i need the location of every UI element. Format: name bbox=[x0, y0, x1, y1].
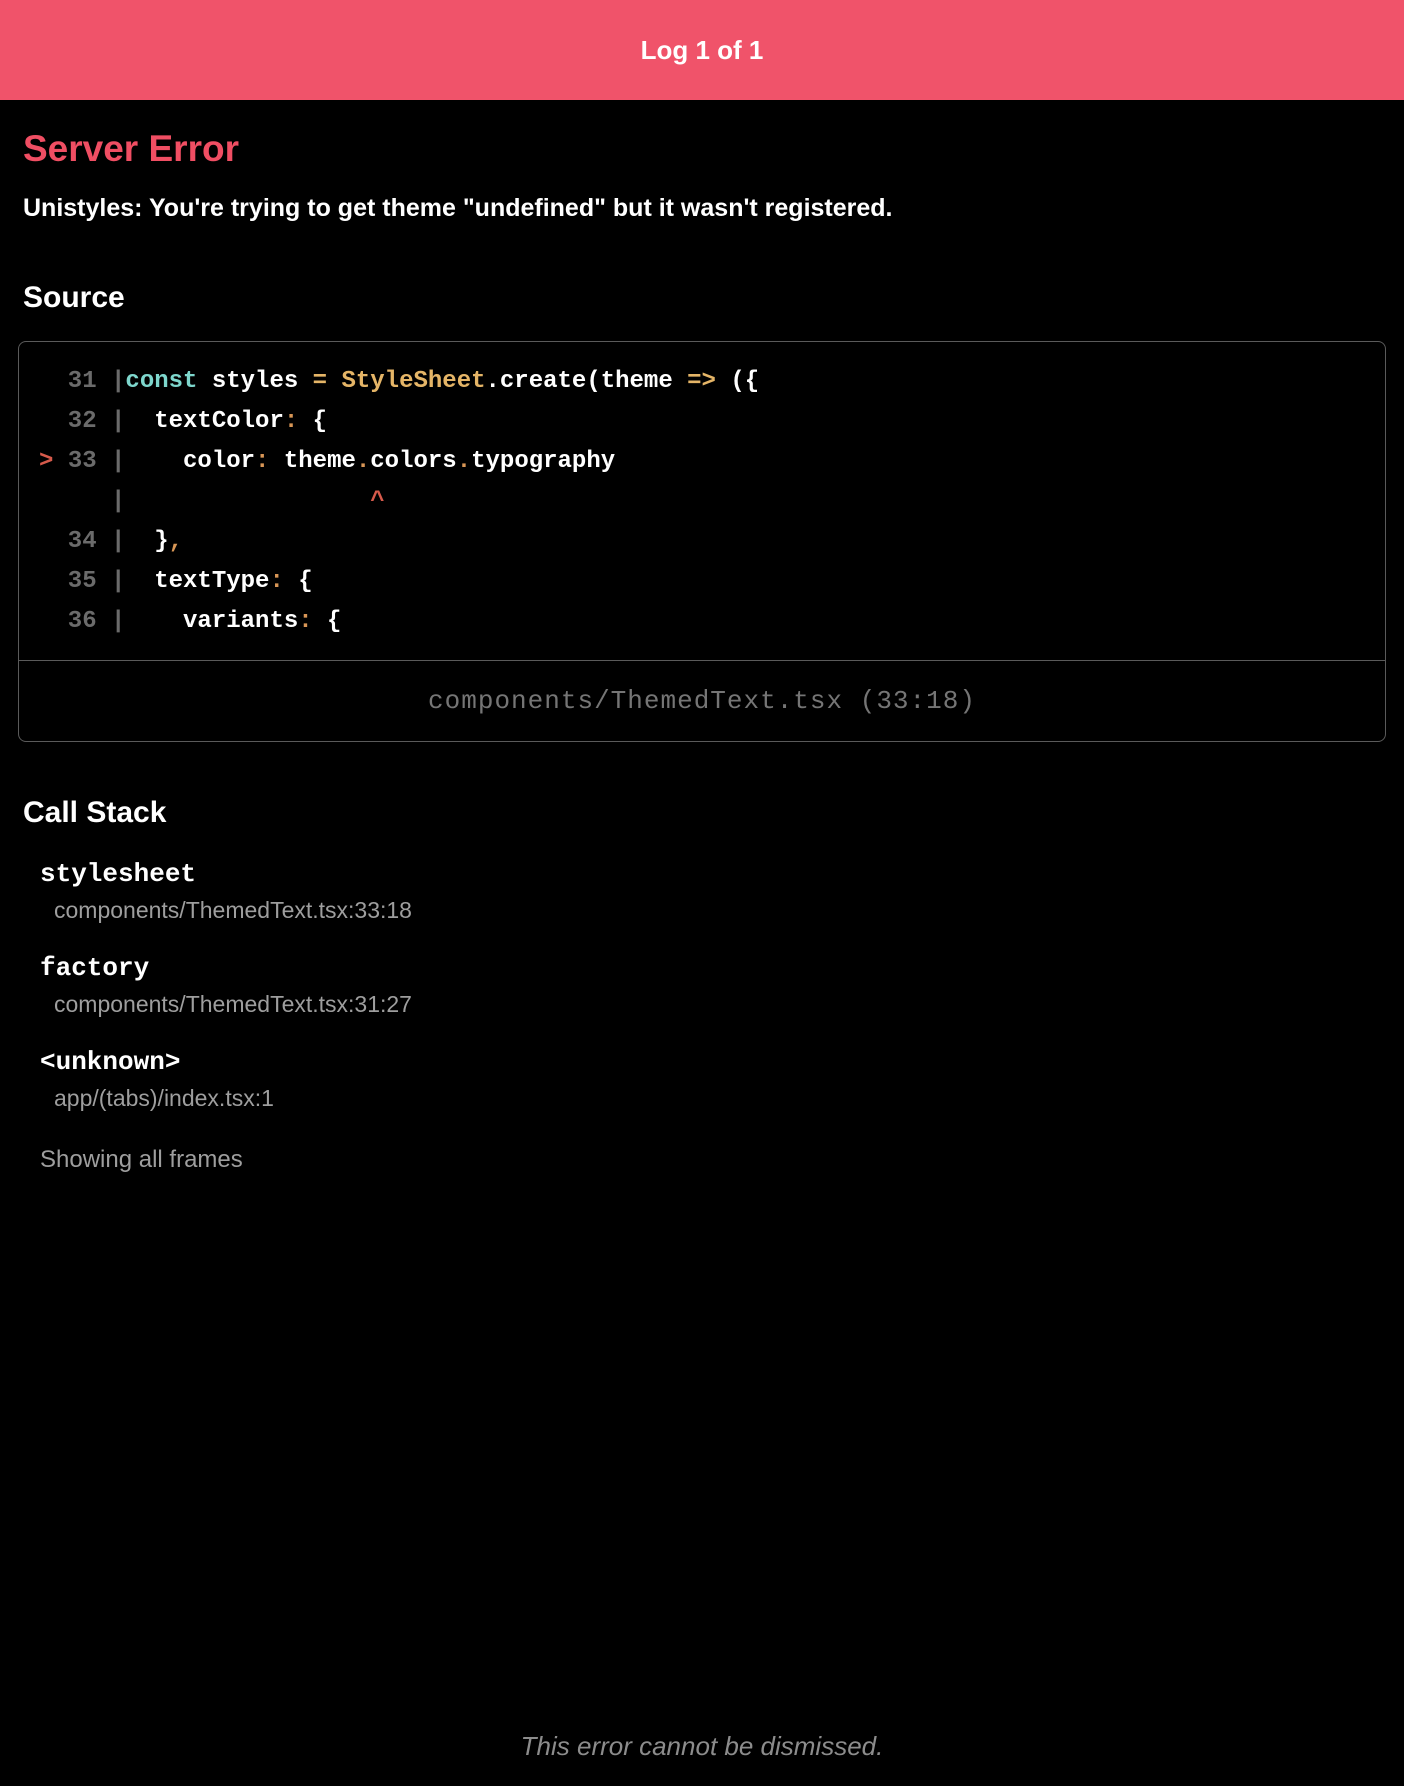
code-token-white bbox=[125, 488, 370, 515]
code-frame-footer bbox=[19, 660, 1385, 741]
log-pagination-label: Log 1 of 1 bbox=[640, 34, 764, 65]
code-token-gutter: | bbox=[39, 487, 126, 515]
code-frame bbox=[18, 341, 1386, 742]
frame-location: components/ThemedText.tsx:31:27 bbox=[54, 990, 412, 1017]
code-token-white: styles bbox=[197, 367, 313, 395]
code-token-white: { bbox=[312, 607, 342, 635]
code-token-orange: , bbox=[168, 527, 184, 555]
code-token-white: { bbox=[283, 567, 313, 595]
frame-name: factory bbox=[40, 952, 150, 983]
code-token-white: colors bbox=[370, 447, 457, 475]
code-line bbox=[39, 562, 1385, 602]
code-line bbox=[39, 442, 1385, 482]
code-token-gutter: 34 | bbox=[39, 527, 126, 555]
code-token-orange: . bbox=[456, 447, 472, 475]
call-stack-frames bbox=[40, 858, 1386, 1112]
code-token-white: } bbox=[125, 527, 169, 555]
file-path-label: components/ThemedText.tsx (33:18) bbox=[428, 685, 976, 716]
code-token-white: textType bbox=[125, 567, 270, 595]
code-token-orange: : bbox=[283, 407, 299, 435]
call-stack-frame bbox=[40, 1046, 1386, 1112]
code-line bbox=[39, 402, 1385, 442]
code-token-white bbox=[327, 368, 341, 395]
dismiss-note: This error cannot be dismissed. bbox=[520, 1731, 884, 1761]
frame-name: <unknown> bbox=[40, 1046, 181, 1077]
code-token-marker: > bbox=[39, 447, 68, 475]
code-token-orange: : bbox=[269, 567, 284, 595]
log-pagination-header bbox=[0, 0, 1404, 100]
error-content bbox=[0, 130, 1404, 1174]
error-title: Server Error bbox=[23, 128, 239, 169]
code-line bbox=[39, 482, 1385, 522]
code-token-gutter: 35 | bbox=[39, 567, 126, 595]
code-token-tan: = bbox=[312, 367, 328, 395]
call-stack-heading: Call Stack bbox=[23, 795, 167, 829]
call-stack-frame bbox=[40, 952, 1386, 1018]
code-token-white: textColor bbox=[125, 407, 284, 435]
code-line bbox=[39, 362, 1385, 402]
frame-name: stylesheet bbox=[40, 858, 197, 889]
code-token-white: .create(theme bbox=[485, 367, 688, 395]
code-token-white: variants bbox=[125, 607, 299, 635]
source-heading: Source bbox=[23, 280, 125, 314]
code-token-tan: => bbox=[687, 367, 716, 395]
code-line bbox=[39, 522, 1385, 562]
code-token-white: theme bbox=[269, 447, 356, 475]
code-line bbox=[39, 602, 1385, 642]
code-token-teal: const bbox=[125, 367, 198, 395]
frame-location: components/ThemedText.tsx:33:18 bbox=[54, 896, 412, 923]
frame-location: app/(tabs)/index.tsx:1 bbox=[54, 1084, 274, 1111]
showing-all-frames-label: Showing all frames bbox=[40, 1145, 243, 1173]
error-message: Unistyles: You're trying to get theme "undefined" but it wasn't registered. bbox=[23, 194, 893, 222]
code-token-gutter: 33 | bbox=[67, 447, 126, 475]
call-stack-frame bbox=[40, 858, 1386, 924]
code-token-white: color bbox=[125, 447, 256, 475]
code-token-orange: : bbox=[298, 607, 313, 635]
code-token-white: ({ bbox=[715, 367, 760, 395]
code-token-white: typography bbox=[471, 447, 616, 475]
code-token-orange: . bbox=[355, 447, 371, 475]
code-token-orange: : bbox=[255, 447, 270, 475]
code-block bbox=[19, 342, 1385, 660]
code-token-gutter: 32 | bbox=[39, 407, 126, 435]
code-token-gutter: 36 | bbox=[39, 607, 126, 635]
code-token-caret: ^ bbox=[370, 487, 385, 515]
code-token-tan: StyleSheet bbox=[341, 367, 486, 395]
code-token-white: { bbox=[298, 407, 328, 435]
code-token-gutter: 31 | bbox=[39, 367, 126, 395]
